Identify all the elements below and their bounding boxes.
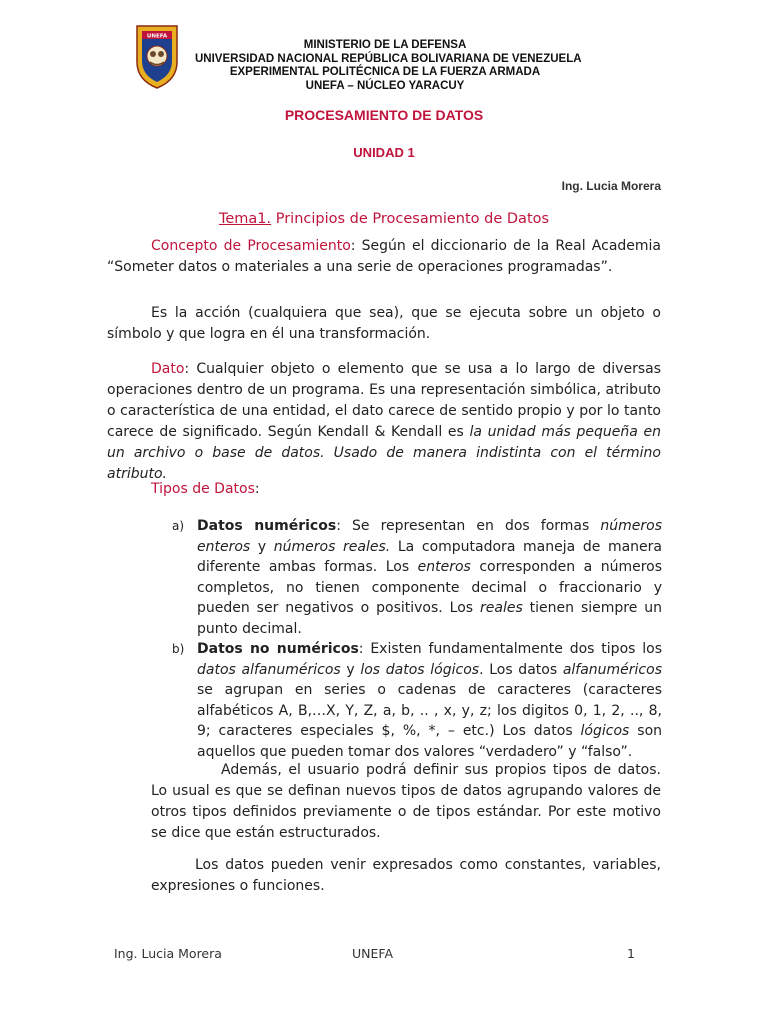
dato-label: Dato [151, 361, 185, 377]
expresados-paragraph: Los datos pueden venir expresados como constantes, variables, expresiones o funciones. [151, 857, 661, 894]
concepto-paragraph [107, 236, 661, 278]
item-b-text-5: son aquellos que pueden tomar dos valores “verdadero” y “falso”. [197, 723, 663, 760]
item-b-text-3: . Los datos [479, 661, 563, 678]
unefa-logo [133, 22, 181, 90]
dato-text: : Cualquier objeto o elemento que se usa a lo largo de diversas operaciones dentro de un programa. Es una representación simbólica, atributo o característica de una entidad, el dato carece de sentido propio y por lo tanto carece de significado. Según Kendall & Kendall es [107, 361, 661, 440]
institution-header [195, 39, 582, 93]
list-marker-a: a) [172, 519, 185, 533]
item-a-text-5: tienen siempre un punto decimal. [197, 600, 662, 637]
dato-italic: la unidad más pequeña en un archivo o base de datos. Usado de manera indistinta con el término atributo. [107, 424, 661, 482]
accion-paragraph: Es la acción (cualquiera que sea), que se ejecuta sobre un objeto o símbolo y que logra en él una transformación. [107, 305, 661, 342]
topic-label: Tema1. [218, 211, 272, 227]
dato-paragraph [107, 359, 661, 485]
topic-heading [0, 211, 768, 227]
item-a-italic-1: números enteros [197, 518, 662, 555]
logo-text: UNEFA [146, 33, 168, 40]
footer-author: Ing. Lucia Morera [114, 946, 222, 961]
topic-text: Principios de Procesamiento de Datos [271, 211, 550, 227]
item-b-italic-4: lógicos [580, 723, 630, 739]
item-a-text-1: : Se representan en dos formas [336, 518, 601, 534]
item-a-label: Datos numéricos [197, 518, 337, 534]
item-a-text-2: y [250, 538, 274, 555]
list-marker-b: b) [172, 642, 185, 656]
header-line-1: MINISTERIO DE LA DEFENSA [303, 39, 467, 51]
tipos-colon: : [254, 481, 260, 497]
page-number: 1 [627, 946, 635, 961]
item-a-text-3: La computadora maneja de manera diferente ambas formas. Los [197, 538, 663, 575]
item-a-italic-3: enteros [417, 559, 471, 575]
item-b-italic-2: los datos lógicos [360, 661, 480, 678]
list-item-numericos [172, 516, 662, 639]
document-title: PROCESAMIENTO DE DATOS [284, 107, 484, 123]
concepto-text: : Según el diccionario de la Real Academia “Someter datos o materiales a una serie de operaciones programadas”. [107, 238, 662, 275]
tipos-label: Tipos de Datos [151, 481, 255, 497]
item-a-text-4: corresponden a números completos, no tienen componente decimal o fraccionario y pueden ser negativos o positivos. Los [197, 559, 663, 616]
unit-title: UNIDAD 1 [353, 145, 415, 160]
item-a-italic-2: números reales. [273, 538, 391, 555]
item-b-text-4: se agrupan en series o cadenas de caracteres (caracteres alfabéticos A, B,…X, Y, Z, a, b, .. , x, y, z; los digitos 0, 1, 2, .., 8, 9; caracteres especiales $, %, *, – etc.) Los datos [197, 682, 662, 739]
header-line-2: UNIVERSIDAD NACIONAL REPÚBLICA BOLIVARIANA DE VENEZUELA [195, 52, 582, 65]
list-item-no-numericos [172, 639, 662, 762]
tipos-list [172, 516, 662, 762]
item-b-italic-3: alfanuméricos [562, 661, 662, 678]
header-line-3: EXPERIMENTAL POLITÉCNICA DE LA FUERZA ARMADA [229, 66, 541, 78]
author-name: Ing. Lucia Morera [561, 179, 661, 193]
ademas-paragraph: Además, el usuario podrá definir sus propios tipos de datos. Lo usual es que se definan nuevos tipos de datos agrupando valores de otros tipos definidos previamente o de tipos estándar. Por este motivo se dice que están estructurados. [151, 762, 661, 841]
item-b-label: Datos no numéricos [197, 641, 359, 657]
item-b-text-2: y [340, 661, 361, 678]
item-b-italic-1: datos alfanuméricos [197, 661, 341, 678]
item-b-text-1: : Existen fundamentalmente dos tipos los [358, 641, 663, 657]
footer-center: UNEFA [352, 946, 393, 961]
header-line-4: UNEFA – NÚCLEO YARACUY [305, 79, 465, 92]
item-a-italic-4: reales [480, 600, 523, 616]
tipos-heading [151, 479, 705, 500]
concepto-label: Concepto de Procesamiento [151, 238, 351, 254]
